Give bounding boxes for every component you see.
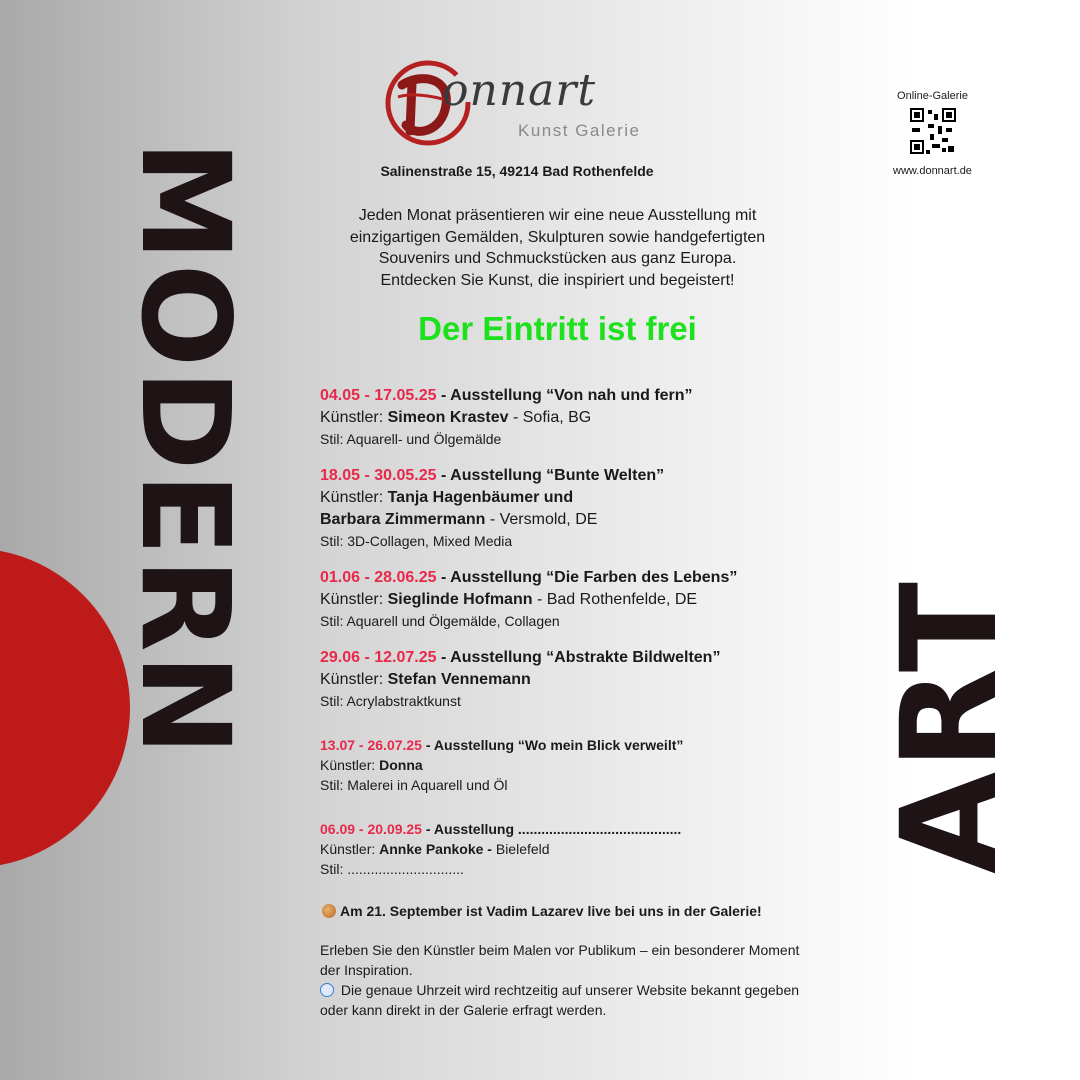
artist-name: Sieglinde Hofmann (387, 591, 533, 608)
live-event-text: Am 21. September ist Vadim Lazarev live bei uns in der Galerie! (340, 903, 762, 919)
exhibition-title: - Ausstellung “Wo mein Blick verweilt” (421, 737, 684, 753)
exhibition-title: - Ausstellung “Von nah und fern” (436, 387, 693, 404)
logo-name: onnart (442, 65, 597, 116)
exhibition-title: - Ausstellung “Bunte Welten” (436, 467, 665, 484)
artist-label: Künstler: (320, 409, 388, 426)
artist-name: Donna (379, 757, 423, 773)
artist-name: Simeon Krastev (387, 409, 509, 426)
exhibition-item (320, 465, 820, 551)
intro-line: Souvenirs und Schmuckstücken aus ganz Europa. (378, 250, 737, 267)
exhibition-style: Stil: Malerei in Aquarell und Öl (320, 777, 508, 793)
exhibition-item (320, 735, 820, 795)
logo-subtitle: Kunst Galerie (518, 121, 641, 140)
info-line: Die genaue Uhrzeit wird rechtzeitig auf unserer Website bekannt gegeben oder kann direkt in der Galerie erfragt werden. (320, 982, 800, 1018)
exhibition-style: Stil: Aquarell und Ölgemälde, Collagen (320, 613, 560, 629)
artist-location: - Sofia, BG (508, 409, 592, 426)
qr-code-icon[interactable] (908, 106, 958, 156)
artist-location: - Bad Rothenfelde, DE (532, 591, 698, 608)
exhibition-item (320, 647, 820, 711)
artist-label: Künstler: (320, 757, 380, 773)
exhibition-item (320, 567, 820, 631)
vertical-word-modern: MODERN (114, 140, 256, 758)
exhibition-title: - Ausstellung “Abstrakte Bildwelten” (436, 649, 721, 666)
artist-name: Barbara Zimmermann (320, 511, 486, 528)
exhibition-style: Stil: Acrylabstraktkunst (320, 693, 461, 709)
online-gallery-block[interactable] (870, 90, 995, 177)
decorative-red-circle (0, 548, 130, 868)
exhibition-item (320, 819, 820, 879)
exhibition-date: 01.06 - 28.06.25 (320, 569, 437, 586)
exhibition-title: - Ausstellung .......................................... (421, 821, 682, 837)
exhibition-date: 29.06 - 12.07.25 (320, 649, 437, 666)
exhibition-date: 18.05 - 30.05.25 (320, 467, 437, 484)
vertical-word-art: ART (873, 580, 1027, 874)
exhibition-title: - Ausstellung “Die Farben des Lebens” (436, 569, 738, 586)
intro-line: einzigartigen Gemälden, Skulpturen sowie handgefertigten (349, 228, 766, 246)
artist-label: Künstler: (320, 591, 388, 608)
intro-line: Entdecken Sie Kunst, die inspiriert und begeistert! (380, 271, 735, 289)
exhibition-style: Stil: 3D-Collagen, Mixed Media (320, 533, 513, 549)
intro-line: Jeden Monat präsentieren wir eine neue Ausstellung mit (358, 207, 757, 224)
free-entry-heading: Der Eintritt ist frei (418, 310, 697, 347)
artist-label: Künstler: (320, 671, 388, 688)
exhibition-style: Stil: Aquarell- und Ölgemälde (320, 431, 502, 447)
artist-name: Tanja Hagenbäumer und (387, 489, 574, 506)
artist-location: - Versmold, DE (485, 511, 598, 528)
exhibition-date: 06.09 - 20.09.25 (320, 821, 422, 837)
intro-text (300, 205, 815, 291)
donnart-logo[interactable] (380, 55, 680, 155)
info-line: Erleben Sie den Künstler beim Malen vor Publikum – ein besonderer Moment der Inspiration. (320, 942, 800, 978)
live-event-info (320, 940, 800, 1020)
exhibition-list (320, 385, 820, 895)
live-event-announcement (322, 903, 842, 919)
exhibition-date: 13.07 - 26.07.25 (320, 737, 422, 753)
artist-name: Annke Pankoke - (379, 841, 492, 857)
artist-location: Bielefeld (491, 841, 550, 857)
artist-name: Stefan Vennemann (387, 671, 531, 688)
exhibition-style: Stil: .............................. (320, 861, 464, 877)
clock-icon (320, 983, 334, 997)
gallery-address: Salinenstraße 15, 49214 Bad Rothenfelde (380, 163, 654, 179)
exhibition-date: 04.05 - 17.05.25 (320, 387, 437, 404)
exhibition-item (320, 385, 820, 449)
artist-label: Künstler: (320, 489, 388, 506)
website-url[interactable]: www.donnart.de (893, 165, 972, 177)
online-gallery-label: Online-Galerie (897, 90, 968, 102)
artist-label: Künstler: (320, 841, 380, 857)
palette-icon (322, 904, 336, 918)
